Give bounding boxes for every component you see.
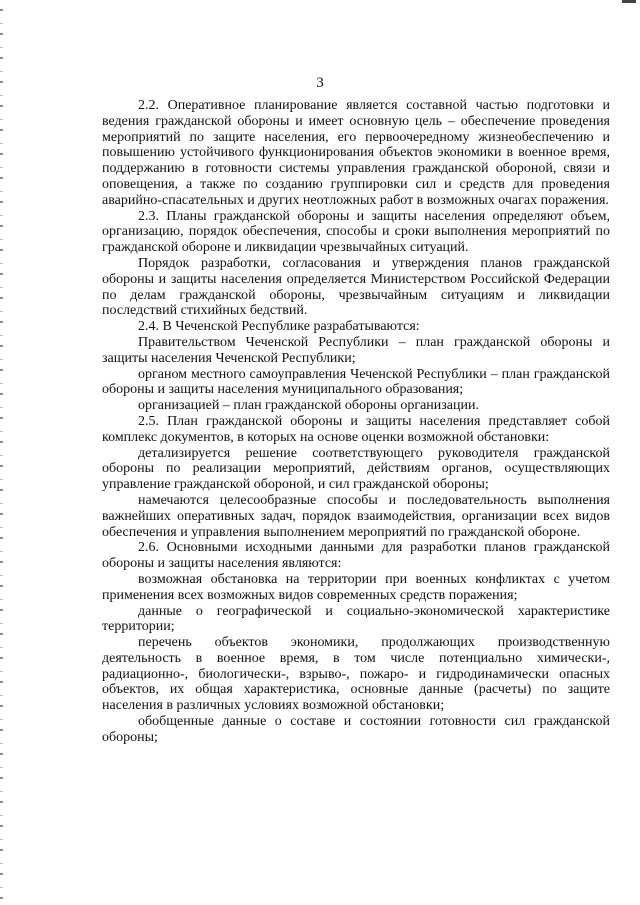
document-body — [102, 98, 610, 746]
paragraph-2-3: 2.3. Планы гражданской обороны и защиты населения определяют объем, организацию, порядок обеспечения, способы и сроки выполнения мероприятий по гражданской обороне и ликвидации чрезвычайных ситуаций. — [102, 208, 610, 256]
corner-mark — [622, 0, 636, 3]
list-item-situation: возможная обстановка на территории при военных конфликтах с учетом применения всех возможных видов современных средств поражения; — [102, 571, 610, 603]
list-item-forces: обобщенные данные о составе и состоянии готовности сил гражданской обороны; — [102, 714, 610, 745]
list-item-methods: намечаются целесообразные способы и последовательность выполнения важнейших оперативных задач, порядок взаимодействия, организации всех видов обеспечения и управления выполнением мероприятий по гражданской обороне. — [102, 492, 610, 540]
list-item-government: Правительством Чеченской Республики – план гражданской обороны и защиты населения Чеченской Республики; — [102, 334, 610, 366]
paragraph-2-5: 2.5. План гражданской обороны и защиты населения представляет собой комплекс документов, в которых на основе оценки возможной обстановки: — [102, 413, 610, 445]
paragraph-2-2: 2.2. Оперативное планирование является составной частью подготовки и ведения гражданской обороны и имеет основную цель – обеспечение проведения мероприятий по защите населения, его первоочередному жизнеобеспечению и повышению устойчивого функционирования объектов экономики в военное время, поддержанию в готовности системы управления гражданской обороной, связи и оповещения, а также по созданию группировки сил и средств для проведения аварийно-спасательных и других неотложных работ в возможных очагах поражения. — [102, 98, 610, 208]
paragraph-procedure: Порядок разработки, согласования и утверждения планов гражданской обороны и защиты населения определяется Министерством Российской Федерации по делам гражданской обороны, чрезвычайным ситуациям и ликвидации последствий стихийных бедствий. — [102, 255, 610, 319]
page-number: 3 — [316, 75, 324, 91]
list-item-local-government: органом местного самоуправления Чеченской Республики – план гражданской обороны и защиты населения муниципального образования; — [102, 366, 610, 398]
list-item-organization: организацией – план гражданской обороны организации. — [138, 398, 479, 414]
scan-edge-artifact — [0, 0, 3, 905]
list-item-geography: данные о географической и социально-экономической характеристике территории; — [102, 603, 610, 635]
paragraph-2-6: 2.6. Основными исходными данными для разработки планов гражданской обороны и защиты населения являются: — [102, 540, 610, 572]
list-item-economy-objects: перечень объектов экономики, продолжающих производственную деятельность в военное время, в том числе потенциально химически-, радиационно-, биологически-, взрыво-, пожаро- и гидродинамически опасных объектов, их общая характеристика, основные данные (расчеты) по защите населения в различных условиях возможной обстановки; — [102, 635, 610, 714]
paragraph-2-4: 2.4. В Чеченской Республике разрабатываются: — [138, 319, 420, 335]
list-item-decision: детализируется решение соответствующего руководителя гражданской обороны по реализации мероприятий, действиям органов, осуществляющих управление гражданской обороной, и сил гражданской обороны; — [102, 445, 610, 493]
